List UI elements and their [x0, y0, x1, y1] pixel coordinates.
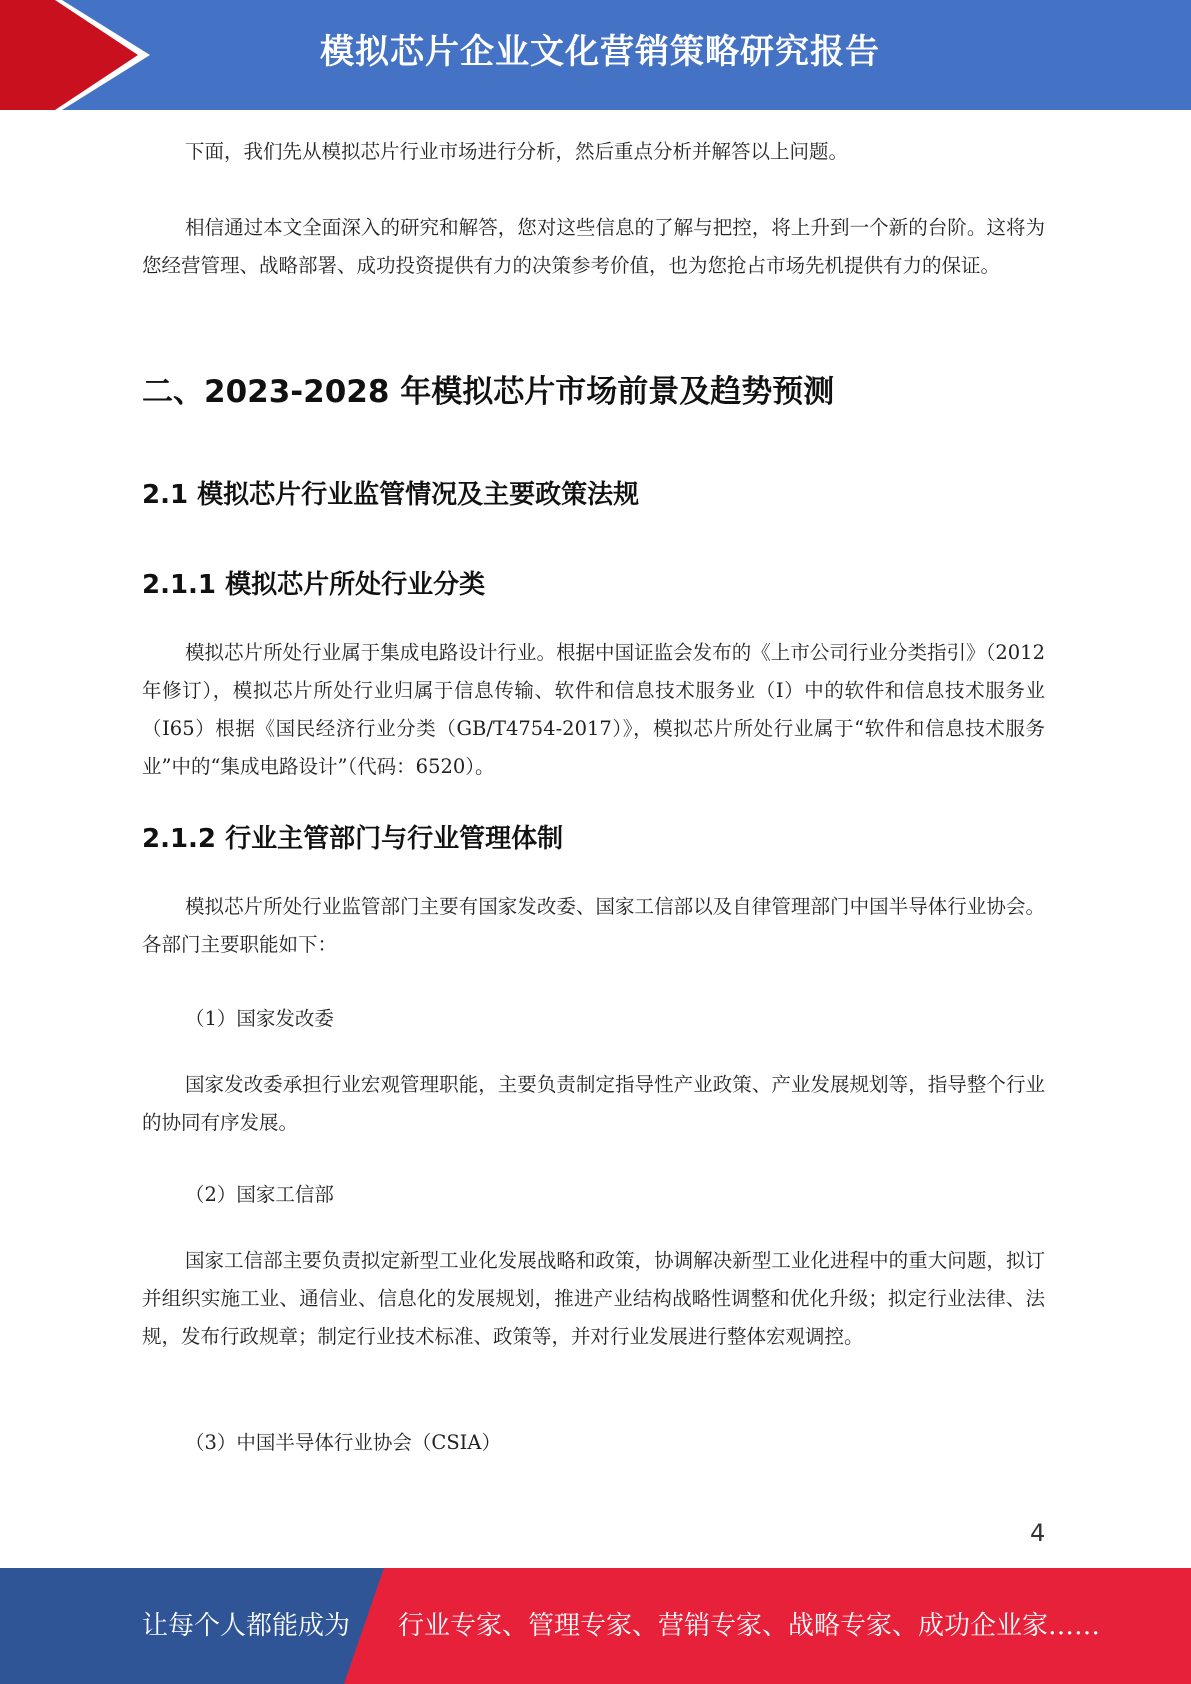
list-item-3: （3）中国半导体行业协会（CSIA） [185, 1431, 501, 1454]
footer-slogan-left: 让每个人都能成为 [142, 1611, 351, 1641]
section-heading-2: 二、2023-2028 年模拟芯片市场前景及趋势预测 [142, 374, 835, 410]
paragraph-intro-1: 下面，我们先从模拟芯片行业市场进行分析，然后重点分析并解答以上问题。 [185, 140, 849, 163]
page-footer [0, 1568, 1191, 1684]
list-item-2: （2）国家工信部 [185, 1183, 334, 1206]
page-header [0, 0, 1191, 110]
report-title: 模拟芯片企业文化营销策略研究报告 [320, 32, 880, 72]
subsection-heading-2-1-1: 2.1.1 模拟芯片所处行业分类 [142, 570, 486, 600]
paragraph-item-2: 国家工信部主要负责拟定新型工业化发展战略和政策，协调解决新型工业化进程中的重大问题，拟订并组织实施工业、通信业、信息化的发展规划，推进产业结构战略性调整和优化升级；拟定行业法律、法规，发布行政规章；制定行业技术标准、政策等，并对行业发展进行整体宏观调控。 [142, 1249, 1045, 1348]
paragraph-intro-2: 相信通过本文全面深入的研究和解答，您对这些信息的了解与把控，将上升到一个新的台阶。这将为您经营管理、战略部署、成功投资提供有力的决策参考价值，也为您抢占市场先机提供有力的保证。 [142, 216, 1045, 277]
chevron-decoration [0, 0, 160, 110]
footer-slogan-right: 行业专家、管理专家、营销专家、战略专家、成功企业家…… [398, 1611, 1101, 1641]
list-item-1: （1）国家发改委 [185, 1007, 334, 1030]
paragraph-item-1: 国家发改委承担行业宏观管理职能，主要负责制定指导性产业政策、产业发展规划等，指导整个行业的协同有序发展。 [142, 1073, 1045, 1134]
page-number: 4 [1030, 1519, 1046, 1547]
paragraph-2-1-1: 模拟芯片所处行业属于集成电路设计行业。根据中国证监会发布的《上市公司行业分类指引》（2012 年修订），模拟芯片所处行业归属于信息传输、软件和信息技术服务业（I）中的软件和信息技术服务业（I65）根据《国民经济行业分类（GB/T4754-2017）》，模拟芯片所处行业属于“软件和信息技术服务业”中的“集成电路设计”（代码：6520）。 [142, 641, 1045, 778]
paragraph-2-1-2: 模拟芯片所处行业监管部门主要有国家发改委、国家工信部以及自律管理部门中国半导体行业协会。各部门主要职能如下： [142, 895, 1045, 956]
subsection-heading-2-1: 2.1 模拟芯片行业监管情况及主要政策法规 [142, 480, 640, 510]
subsection-heading-2-1-2: 2.1.2 行业主管部门与行业管理体制 [142, 824, 564, 854]
